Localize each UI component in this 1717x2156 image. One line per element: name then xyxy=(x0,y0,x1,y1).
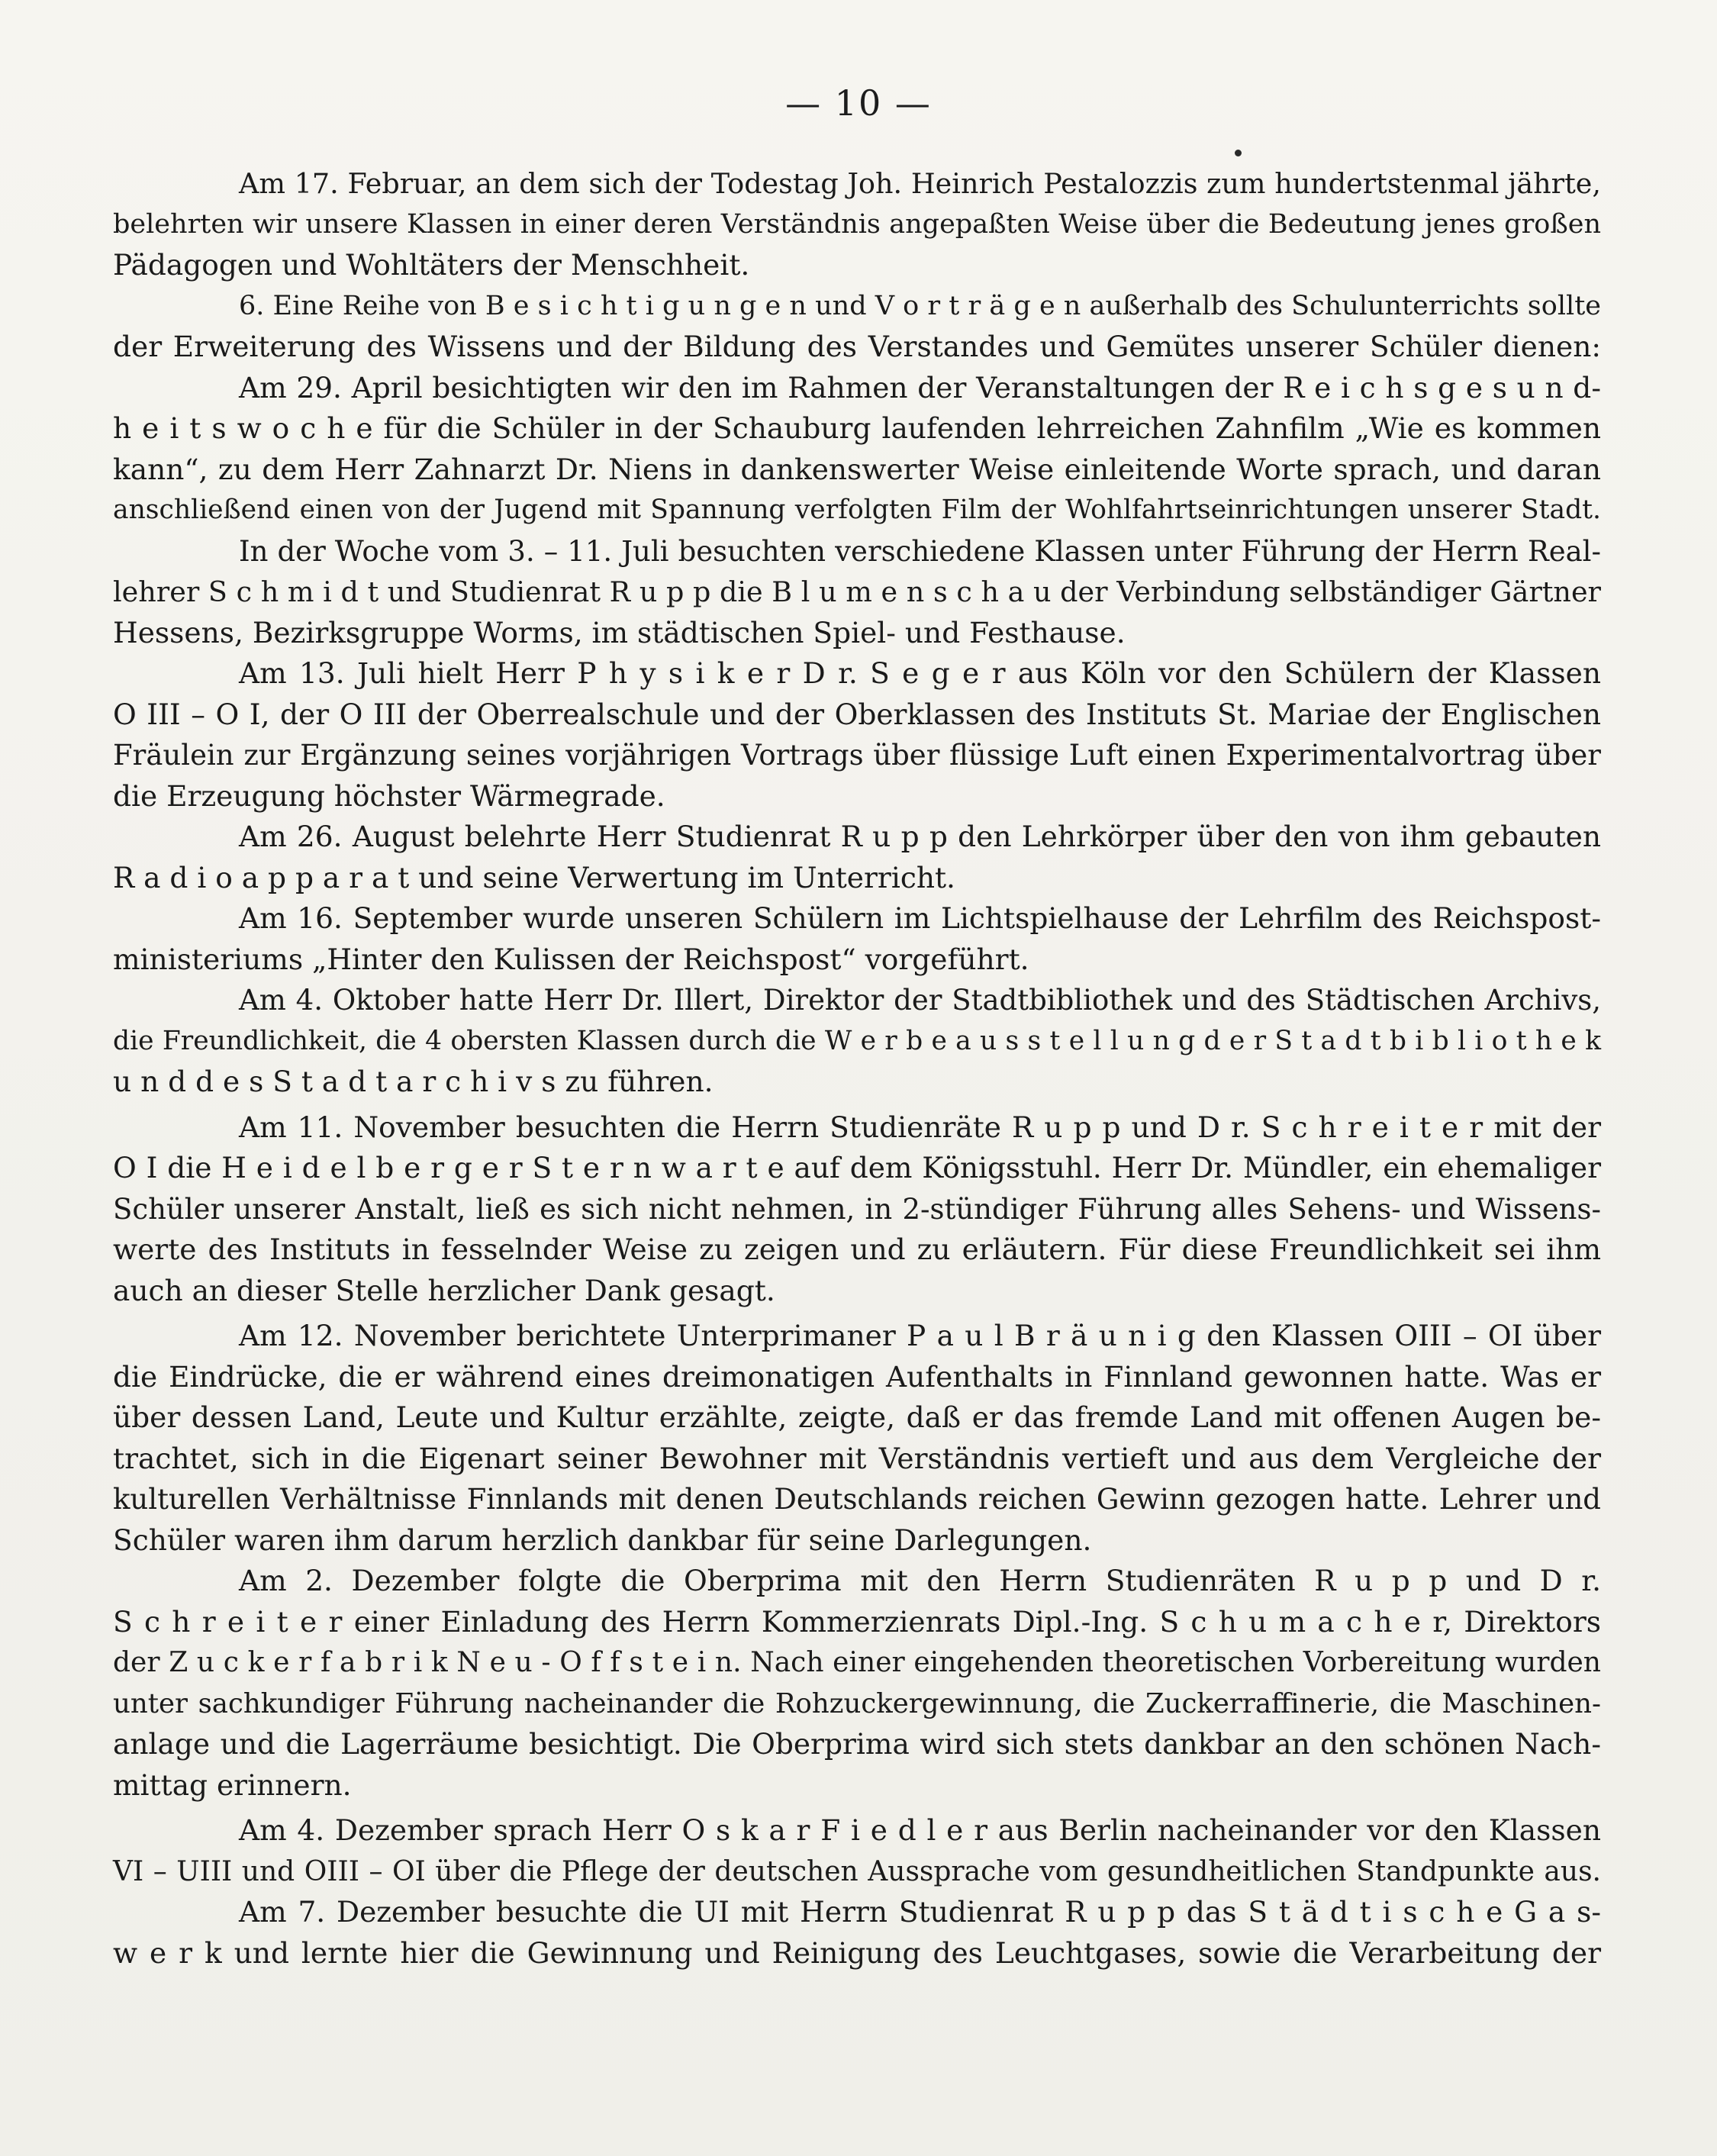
text-line: kulturellen Verhältnisse Finnlands mit denen Deutschlands reichen Gewinn gezogen hatte. Lehrer und xyxy=(113,1483,1601,1516)
body-text xyxy=(113,163,1601,1974)
page-number: — 10 — xyxy=(785,82,932,124)
text-line: die Erzeugung höchster Wärmegrade. xyxy=(113,778,665,813)
text-line: kann“, zu dem Herr Zahnarzt Dr. Niens in dankenswerter Weise einleitende Worte sprach, und daran xyxy=(113,452,1601,486)
text-line: mittag erinnern. xyxy=(113,1768,352,1802)
text-line: Am 4. Dezember sprach Herr O s k a r F i e d l e r aus Berlin nacheinander vor den Klassen xyxy=(239,1813,1601,1847)
text-line: 6. Eine Reihe von B e s i c h t i g u n g e n und V o r t r ä g e n außerhalb des Schulunterrichts sollte xyxy=(239,290,1601,321)
text-line: w e r k und lernte hier die Gewinnung und Reinigung des Leuchtgases, sowie die Verarbeitung der xyxy=(113,1935,1601,1970)
text-line: anlage und die Lagerräume besichtigt. Die Oberprima wird sich stets dankbar an den schönen Nach- xyxy=(113,1727,1601,1761)
text-line: Schüler waren ihm darum herzlich dankbar für seine Darlegungen. xyxy=(113,1523,1092,1557)
text-line: werte des Instituts in fesselnder Weise zu zeigen und zu erläutern. Für diese Freundlichkeit sei ihm xyxy=(113,1233,1601,1266)
text-line: trachtet, sich in die Eigenart seiner Bewohner mit Verständnis vertieft und aus dem Vergleiche der xyxy=(113,1441,1601,1475)
text-line: O I die H e i d e l b e r g e r S t e r n w a r t e auf dem Königsstuhl. Herr Dr. Mündler, ein ehemaliger xyxy=(113,1151,1601,1184)
text-line: In der Woche vom 3. – 11. Juli besuchten verschiedene Klassen unter Führung der Herrn Real- xyxy=(239,534,1601,568)
text-line: belehrten wir unsere Klassen in einer deren Verständnis angepaßten Weise über die Bedeutung jenes großen xyxy=(113,208,1601,240)
text-line: u n d d e s S t a d t a r c h i v s zu führen. xyxy=(113,1065,714,1098)
paragraph-reichspost-film xyxy=(113,898,1601,980)
text-line: O III – O I, der O III der Oberrealschule und der Oberklassen des Instituts St. Mariae der Englischen xyxy=(113,697,1601,731)
paragraph-section-6 xyxy=(113,286,1601,368)
text-line: Am 26. August belehrte Herr Studienrat R u p p den Lehrkörper über den von ihm gebauten xyxy=(239,820,1601,853)
text-line: Am 2. Dezember folgte die Oberprima mit den Herrn Studienräten R u p p und D r. xyxy=(239,1564,1601,1597)
text-line: S c h r e i t e r einer Einladung des Herrn Kommerzienrats Dipl.-Ing. S c h u m a c h e r, Direktors xyxy=(113,1604,1601,1639)
paragraph-blumenschau xyxy=(113,531,1601,654)
text-line: anschließend einen von der Jugend mit Spannung verfolgten Film der Wohlfahrtseinrichtungen unserer Stadt. xyxy=(113,495,1601,525)
text-line: auch an dieser Stelle herzlicher Dank gesagt. xyxy=(113,1273,775,1307)
ink-dot xyxy=(1235,150,1242,156)
text-line: Am 7. Dezember besuchte die UI mit Herrn Studienrat R u p p das S t ä d t i s c h e G a s- xyxy=(239,1895,1601,1929)
text-line: der Z u c k e r f a b r i k N e u - O f f s t e i n. Nach einer eingehenden theoretischen Vorbereitung wurden xyxy=(113,1647,1601,1678)
text-line: Pädagogen und Wohltäters der Menschheit. xyxy=(113,248,750,282)
text-line: ministeriums „Hinter den Kulissen der Reichspost“ vorgeführt. xyxy=(113,942,1029,976)
text-line: Am 17. Februar, an dem sich der Todestag Joh. Heinrich Pestalozzis zum hundertstenmal jährte, xyxy=(239,167,1601,200)
paragraph-reichsgesundheitswoche xyxy=(113,368,1601,531)
paragraph-radioapparat xyxy=(113,817,1601,898)
text-line: h e i t s w o c h e für die Schüler in der Schauburg laufenden lehrreichen Zahnfilm „Wie es kommen xyxy=(113,411,1601,445)
paragraph-stadtbibliothek xyxy=(113,980,1601,1103)
text-line: Fräulein zur Ergänzung seines vorjährigen Vortrags über flüssige Luft einen Experimentalvortrag über xyxy=(113,739,1601,772)
text-line: der Erweiterung des Wissens und der Bildung des Verstandes und Gemütes unserer Schüler dienen: xyxy=(113,330,1601,363)
paragraph-finnland xyxy=(113,1316,1601,1561)
text-line: die Eindrücke, die er während eines dreimonatigen Aufenthalts in Finnland gewonnen hatte. Was er xyxy=(113,1359,1601,1394)
paragraph-zuckerfabrik xyxy=(113,1561,1601,1806)
text-line: Hessens, Bezirksgruppe Worms, im städtischen Spiel- und Festhause. xyxy=(113,615,1126,649)
text-line: lehrer S c h m i d t und Studienrat R u p p die B l u m e n s c h a u der Verbindung selbständiger Gärtner xyxy=(113,575,1601,608)
text-line: Schüler unserer Anstalt, ließ es sich nicht nehmen, in 2-stündiger Führung alles Sehens- und Wissens- xyxy=(113,1192,1601,1226)
paragraph-sternwarte xyxy=(113,1107,1601,1312)
paragraph-pestalozzi xyxy=(113,163,1601,286)
text-line: unter sachkundiger Führung nacheinander die Rohzuckergewinnung, die Zuckerraffinerie, die Maschinen- xyxy=(113,1687,1601,1719)
paragraph-physiker-seger xyxy=(113,653,1601,817)
text-line: Am 29. April besichtigten wir den im Rahmen der Veranstaltungen der R e i c h s g e s u n d- xyxy=(239,370,1601,404)
text-line: R a d i o a p p a r a t und seine Verwertung im Unterricht. xyxy=(113,860,955,894)
text-line: Am 4. Oktober hatte Herr Dr. Illert, Direktor der Stadtbibliothek und des Städtischen Archivs, xyxy=(239,984,1601,1017)
text-line: VI – UIII und OIII – OI über die Pflege der deutschen Aussprache vom gesundheitlichen Standpunkte aus. xyxy=(113,1855,1601,1887)
paragraph-gaswerk xyxy=(113,1892,1601,1974)
text-line: über dessen Land, Leute und Kultur erzählte, zeigte, daß er das fremde Land mit offenen Augen be- xyxy=(113,1400,1601,1434)
text-line: die Freundlichkeit, die 4 obersten Klassen durch die W e r b e a u s s t e l l u n g d e r S t a d t b i b l i o t h e k xyxy=(113,1025,1601,1056)
paragraph-aussprache xyxy=(113,1810,1601,1892)
text-line: Am 13. Juli hielt Herr P h y s i k e r D r. S e g e r aus Köln vor den Schülern der Klassen xyxy=(239,656,1601,690)
text-line: Am 16. September wurde unseren Schülern im Lichtspielhause der Lehrfilm des Reichspost- xyxy=(239,901,1601,935)
text-line: Am 12. November berichtete Unterprimaner P a u l B r ä u n i g den Klassen OIII – OI über xyxy=(239,1319,1601,1352)
text-line: Am 11. November besuchten die Herrn Studienräte R u p p und D r. S c h r e i t e r mit der xyxy=(239,1110,1601,1144)
